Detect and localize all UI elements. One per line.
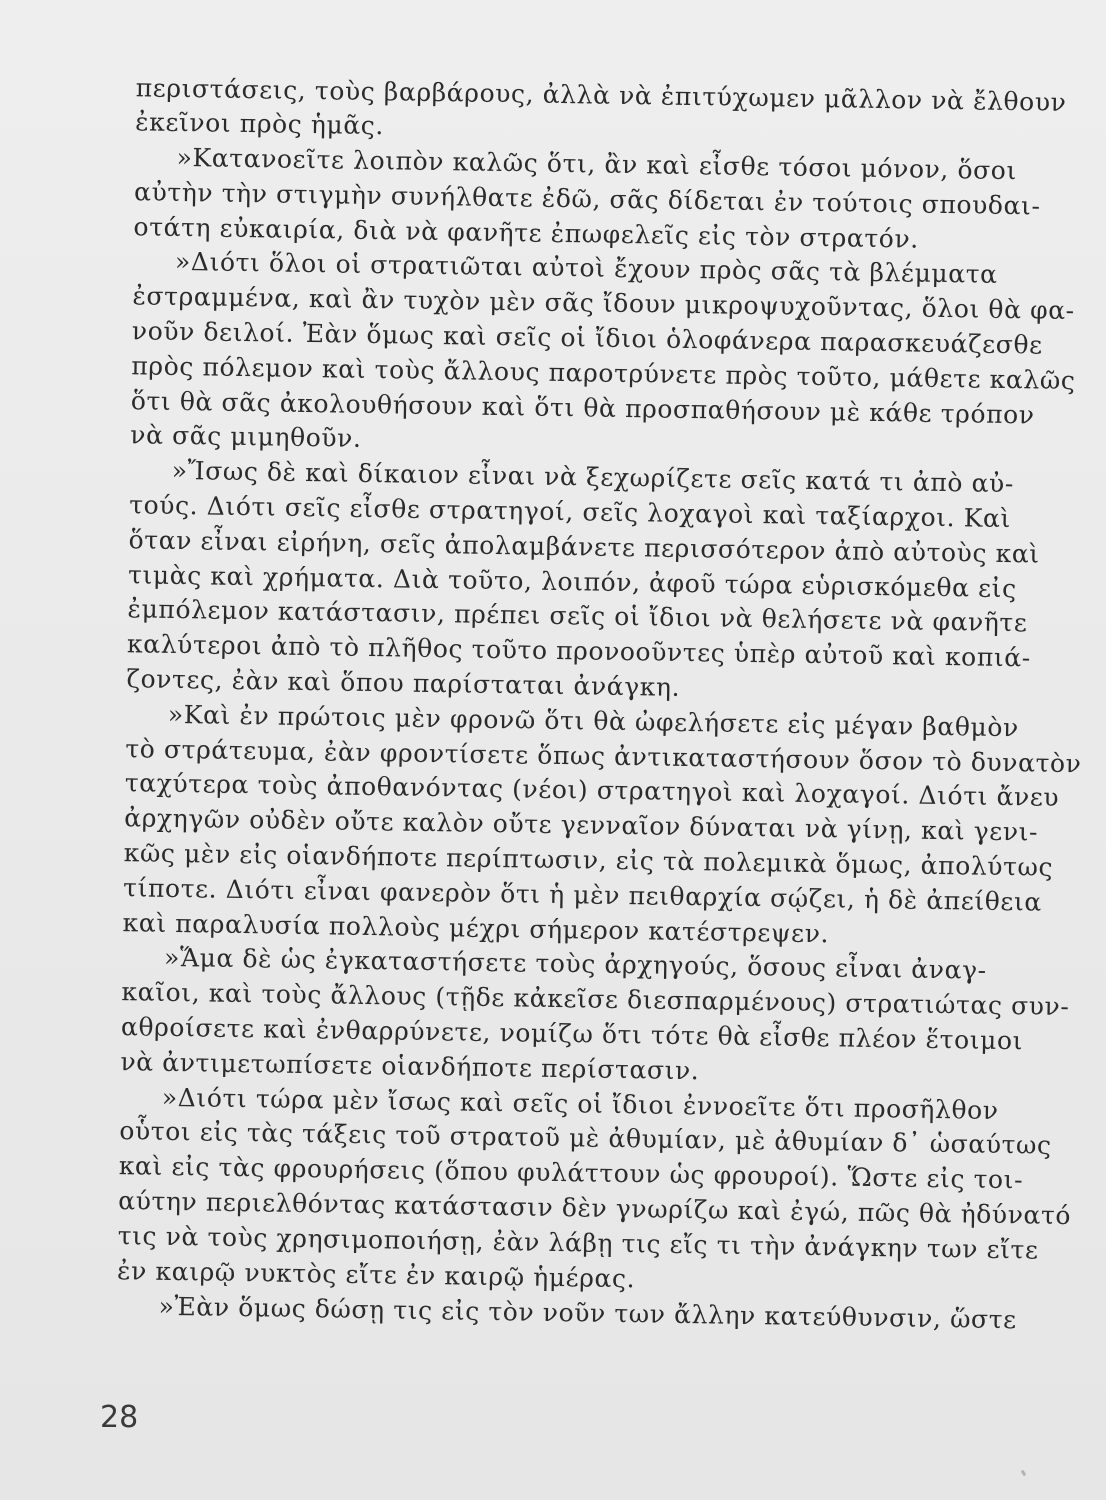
text-line: καὶ παραλυσία πολλοὺς μέχρι σήμερον κατέστρεψεν. [122, 908, 830, 949]
text-line: τις νὰ τοὺς χρησιμοποιήσῃ, ἐὰν λάβῃ τις εἴς τι τὴν ἀνάγκην των εἴτε [117, 1221, 1039, 1265]
text-line: ἐκεῖνοι πρὸς ἡμᾶς. [134, 107, 385, 141]
page-number: 28 [100, 1400, 139, 1435]
text-line: νὰ σᾶς μιμηθοῦν. [130, 420, 362, 453]
text-line: ζοντες, ἐὰν καὶ ὅπου παρίσταται ἀνάγκη. [126, 664, 681, 702]
text-line: »Κατανοεῖτε λοιπὸν καλῶς ὅτι, ἂν καὶ εἶσθε τόσοι μόνον, ὅσοι [176, 142, 1018, 186]
text-line: »Καὶ ἐν πρώτοις μὲν φρονῶ ὅτι θὰ ὠφελήσετε εἰς μέγαν βαθμὸν [167, 699, 1020, 743]
text-line: »Διότι τώρα μὲν ἴσως καὶ σεῖς οἱ ἴδιοι ἐννοεῖτε ὅτι προσῆλθον [161, 1082, 999, 1125]
text-line: νὰ ἀντιμετωπίσετε οἱανδήποτε περίστασιν. [120, 1047, 700, 1086]
text-line: ἀρχηγῶν οὐδὲν οὔτε καλὸν οὔτε γενναῖον δύναται νὰ γίνῃ, καὶ γενι- [124, 803, 1039, 847]
text-line: τὸ στράτευμα, ἐὰν φροντίσετε ὅπως ἀντικαταστήσουν ὅσον τὸ δυνατὸν [125, 734, 1082, 779]
text-line: καλύτεροι ἀπὸ τὸ πλῆθος τοῦτο προνοοῦντες ὑπὲρ αὐτοῦ καὶ κοπιά- [126, 629, 1032, 673]
text-line: »Ἅμα δὲ ὡς ἐγκαταστήσετε τοὺς ἀρχηγούς, ὅσους εἶναι ἀναγ- [163, 942, 987, 985]
text-line: περιστάσεις, τοὺς βαρβάρους, ἀλλὰ νὰ ἐπιτύχωμεν μᾶλλον νὰ ἔλθουν [135, 73, 1067, 117]
text-line: ἐν καιρῷ νυκτὸς εἴτε ἐν καιρῷ ἡμέρας. [116, 1256, 636, 1294]
text-line: ἐστραμμένα, καὶ ἂν τυχὸν μὲν σᾶς ἴδουν μικροψυχοῦντας, ὅλοι θὰ φα- [132, 281, 1075, 326]
text-line: ἐμπόλεμον κατάστασιν, πρέπει σεῖς οἱ ἴδιοι νὰ θελήσετε νὰ φανῆτε [127, 594, 1028, 638]
paper-speck [1021, 1470, 1027, 1477]
text-line: καῖοι, καὶ τοὺς ἄλλους (τῇδε κἀκεῖσε διεσπαρμένους) στρατιώτας συν- [121, 977, 1070, 1022]
text-line: νοῦν δειλοί. Ἐὰν ὅμως καὶ σεῖς οἱ ἴδιοι ὁλοφάνερα παρασκευάζεσθε [131, 316, 1043, 360]
text-line: ὅταν εἶναι εἰρήνη, σεῖς ἀπολαμβάνετε περισσότερον ἀπὸ αὐτοὺς καὶ [128, 525, 1040, 569]
text-line: κῶς μὲν εἰς οἱανδήποτε περίπτωσιν, εἰς τὰ πολεμικὰ ὅμως, ἀπολύτως [123, 838, 1054, 882]
text-line: αύτην περιελθόντας κατάστασιν δὲν γνωρίζω καὶ ἐγώ, πῶς θὰ ἠδύνατό [118, 1186, 1072, 1231]
text-line: τούς. Διότι σεῖς εἶσθε στρατηγοί, σεῖς λοχαγοὶ καὶ ταξίαρχοι. Καὶ [128, 490, 1012, 534]
text-line: πρὸς πόλεμον καὶ τοὺς ἄλλους παροτρύνετε πρὸς τοῦτο, μάθετε καλῶς [131, 351, 1076, 396]
text-line: οτάτη εὐκαιρία, διὰ νὰ φανῆτε ἐπωφελεῖς εἰς τὸν στρατόν. [133, 212, 920, 254]
text-line: καὶ εἰς τὰς φρουρήσεις (ὅπου φυλάττουν ὡς φρουροί). Ὥστε εἰς τοι- [118, 1151, 1024, 1195]
text-line: »Ἴσως δὲ καὶ δίκαιον εἶναι νὰ ξεχωρίζετε σεῖς κατά τι ἀπὸ αὐ- [171, 455, 1015, 499]
text-line: τίποτε. Διότι εἶναι φανερὸν ὅτι ἡ μὲν πειθαρχία σῴζει, ἡ δὲ ἀπείθεια [122, 873, 1043, 917]
text-line: οὗτοι εἰς τὰς τάξεις τοῦ στρατοῦ μὲ ἀθυμίαν, μὲ ἀθυμίαν δ᾽ ὡσαύτως [119, 1116, 1052, 1160]
text-line: »Διότι ὅλοι οἱ στρατιῶται αὐτοὶ ἔχουν πρὸς σᾶς τὰ βλέμματα [174, 246, 998, 289]
text-line: ὅτι θὰ σᾶς ἀκολουθήσουν καὶ ὅτι θὰ προσπαθήσουν μὲ κάθε τρόπον [130, 386, 1035, 430]
body-text [116, 72, 1082, 1335]
text-line: τιμὰς καὶ χρήματα. Διὰ τοῦτο, λοιπόν, ἀφοῦ τώρα εὑρισκόμεθα εἰς [127, 560, 1017, 604]
text-line: αὐτὴν τὴν στιγμὴν συνήλθατε ἐδῶ, σᾶς δίδεται ἐν τούτοις σπουδαι- [133, 177, 1041, 221]
text-line: ταχύτερα τοὺς ἀποθανόντας (νέοι) στρατηγοὶ καὶ λοχαγοί. Διότι ἄνευ [124, 768, 1060, 812]
text-line: αθροίσετε καὶ ἐνθαρρύνετε, νομίζω ὅτι τότε θὰ εἶσθε πλέον ἕτοιμοι [120, 1012, 1024, 1056]
text-line: »Ἐὰν ὅμως δώσῃ τις εἰς τὸν νοῦν των ἄλλην κατεύθυνσιν, ὥστε [158, 1291, 1017, 1335]
